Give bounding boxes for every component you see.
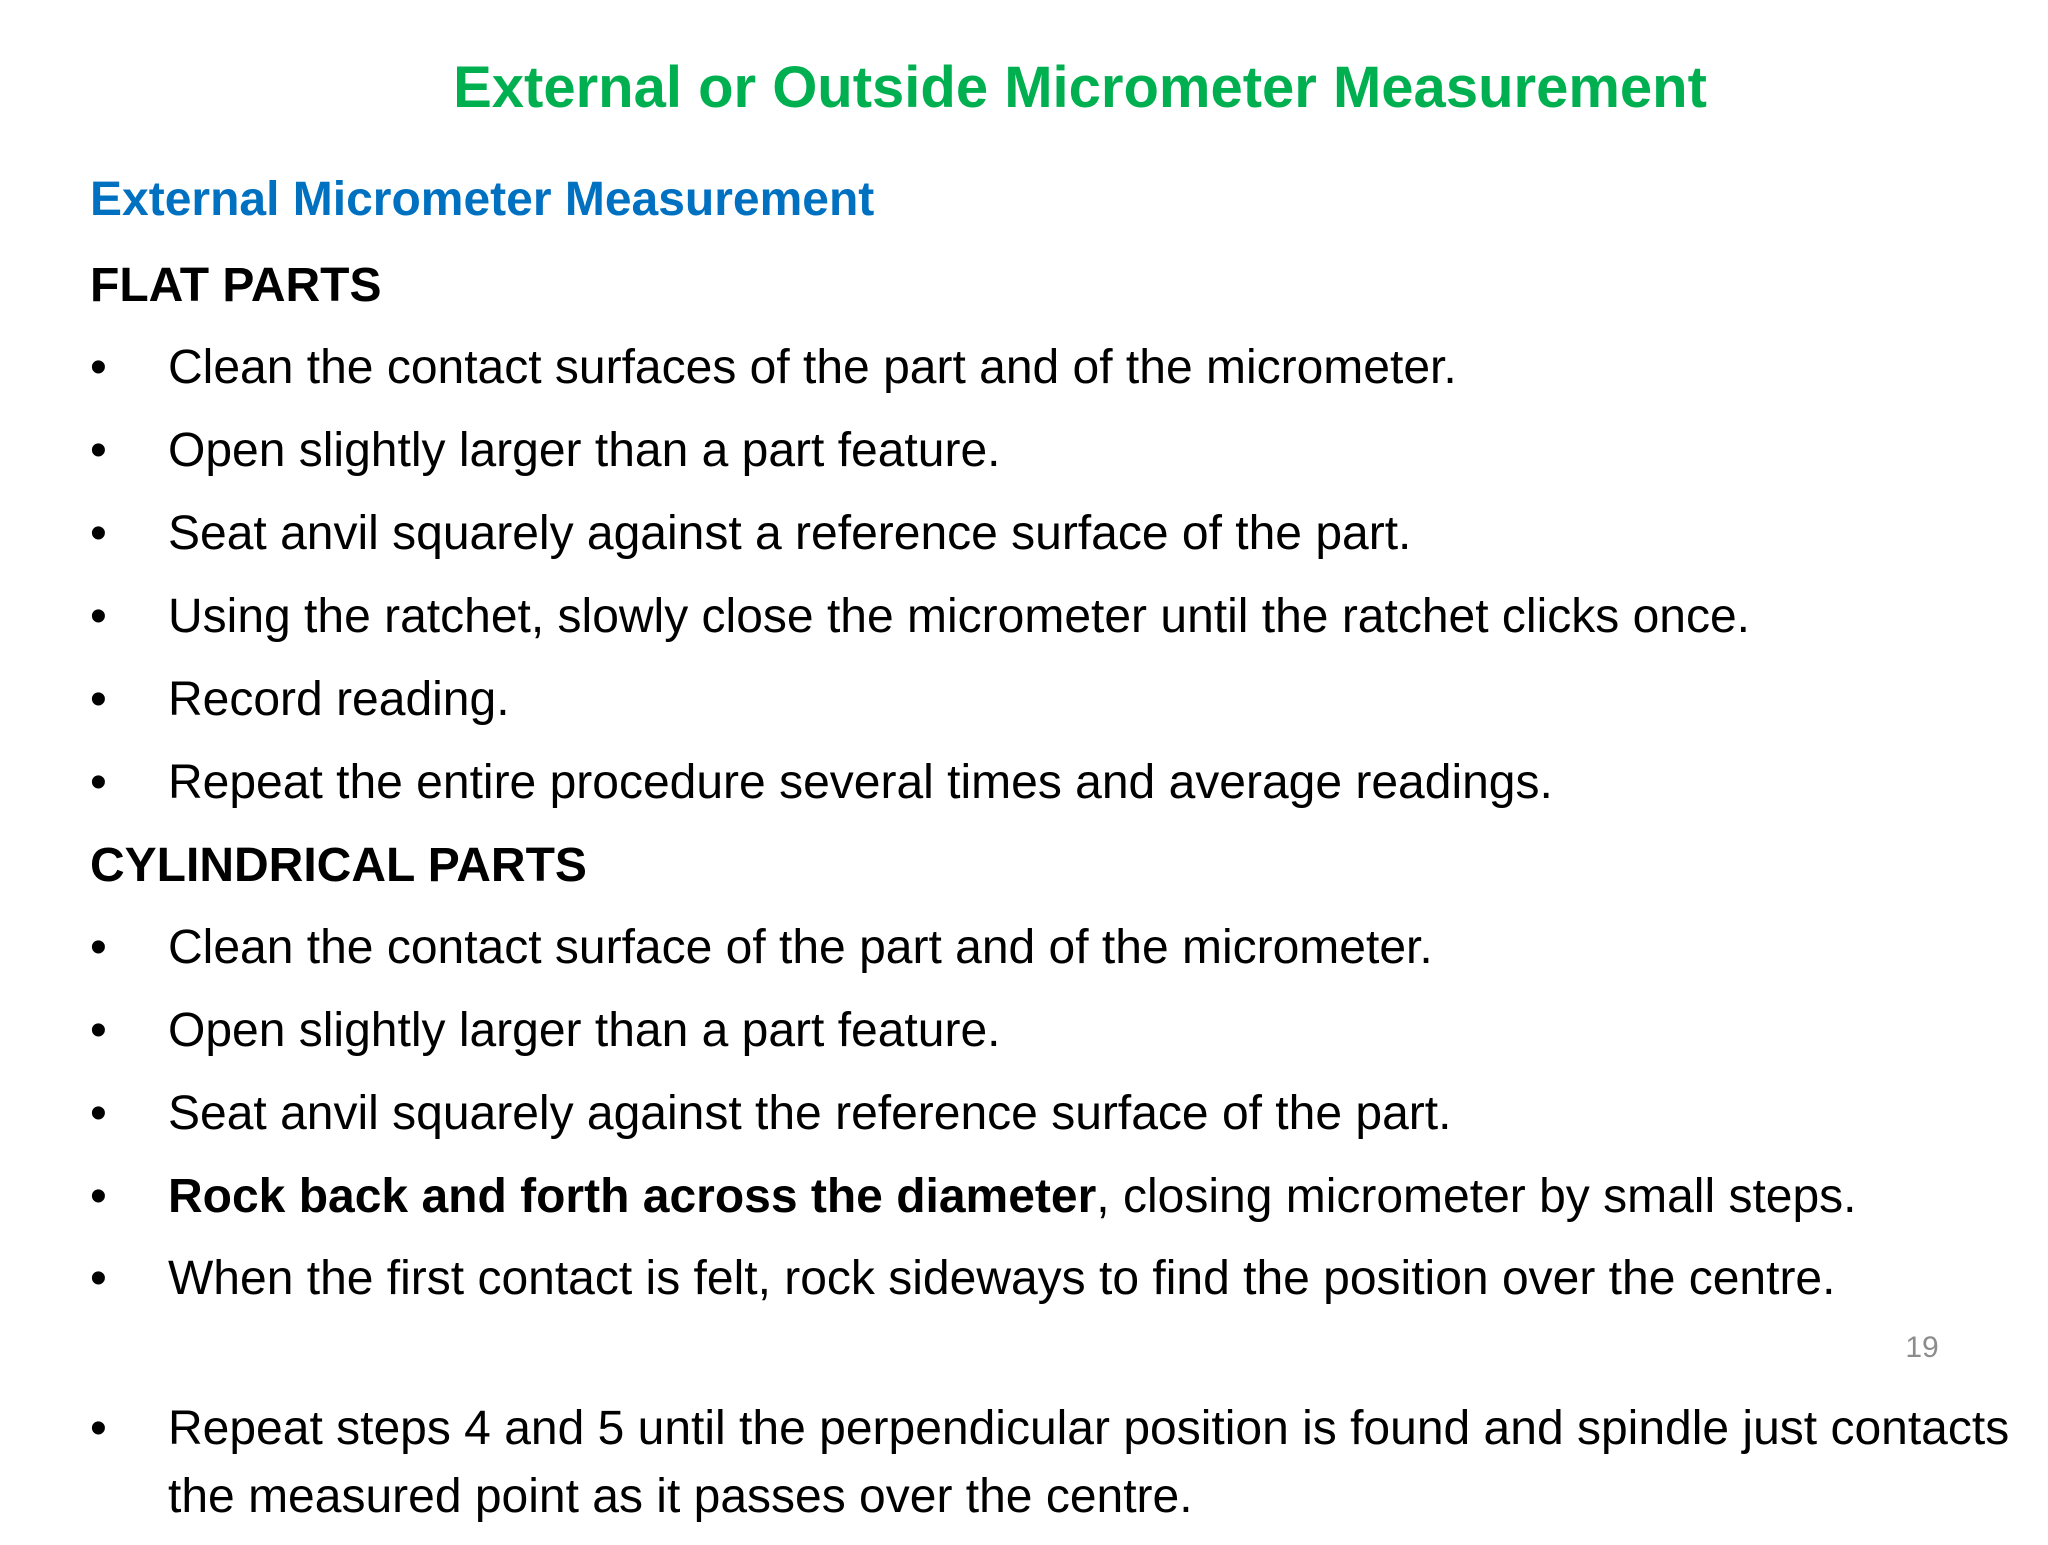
list-item [90,1245,2010,1395]
bullet-icon: • [90,921,107,974]
list-item [90,499,2010,582]
list-item-text: Clean the contact surface of the part and of the micrometer. [168,921,1433,974]
bullet-icon: • [90,507,107,560]
bullet-icon: • [90,590,107,643]
list-item-text: Seat anvil squarely against a reference surface of the part. [168,507,1412,560]
list-item [90,416,2010,499]
bullet-icon: • [90,1170,107,1223]
list-item-text: Record reading. [168,673,510,726]
section-subtitle: External Micrometer Measurement [90,173,875,226]
page-number: 19 [1905,1331,1939,1364]
list-item-text: Using the ratchet, slowly close the micrometer until the ratchet clicks once. [168,590,1750,643]
list-item [90,1395,2010,1545]
list-item-text: Clean the contact surfaces of the part and of the micrometer. [168,341,1457,394]
list-item [90,748,2010,831]
list-item [90,1162,2010,1245]
list-item [90,1079,2010,1162]
list-item-text: , closing micrometer by small steps. [1096,1170,1857,1223]
slide-content [90,165,2010,1545]
cylindrical-parts-list [90,913,2010,1545]
bullet-icon: • [90,1402,107,1455]
list-item-text: Repeat the entire procedure several times and average readings. [168,756,1553,809]
slide-title: External or Outside Micrometer Measurement [453,55,1707,120]
list-item-text: Repeat steps 4 and 5 until the perpendicular position is found and spindle just contacts the measured point as it passes over the centre. [168,1402,2010,1523]
list-item-text-bold: Rock back and forth across the diameter [168,1170,1097,1223]
bullet-icon: • [90,341,107,394]
list-item-text: Open slightly larger than a part feature. [168,424,1001,477]
list-item-text: When the first contact is felt, rock sideways to find the position over the centre. [168,1252,1836,1305]
cylindrical-parts-heading: CYLINDRICAL PARTS [90,839,587,892]
bullet-icon: • [90,756,107,809]
bullet-icon: • [90,1087,107,1140]
bullet-icon: • [90,1004,107,1057]
bullet-icon: • [90,1252,107,1305]
list-item-text: Seat anvil squarely against the reference surface of the part. [168,1087,1452,1140]
list-item [90,665,2010,748]
bullet-icon: • [90,673,107,726]
list-item [90,913,2010,996]
list-item [90,582,2010,665]
list-item [90,333,2010,416]
list-item-text: Open slightly larger than a part feature. [168,1004,1001,1057]
flat-parts-list [90,333,2010,831]
bullet-icon: • [90,424,107,477]
flat-parts-heading: FLAT PARTS [90,259,382,312]
list-item [90,996,2010,1079]
